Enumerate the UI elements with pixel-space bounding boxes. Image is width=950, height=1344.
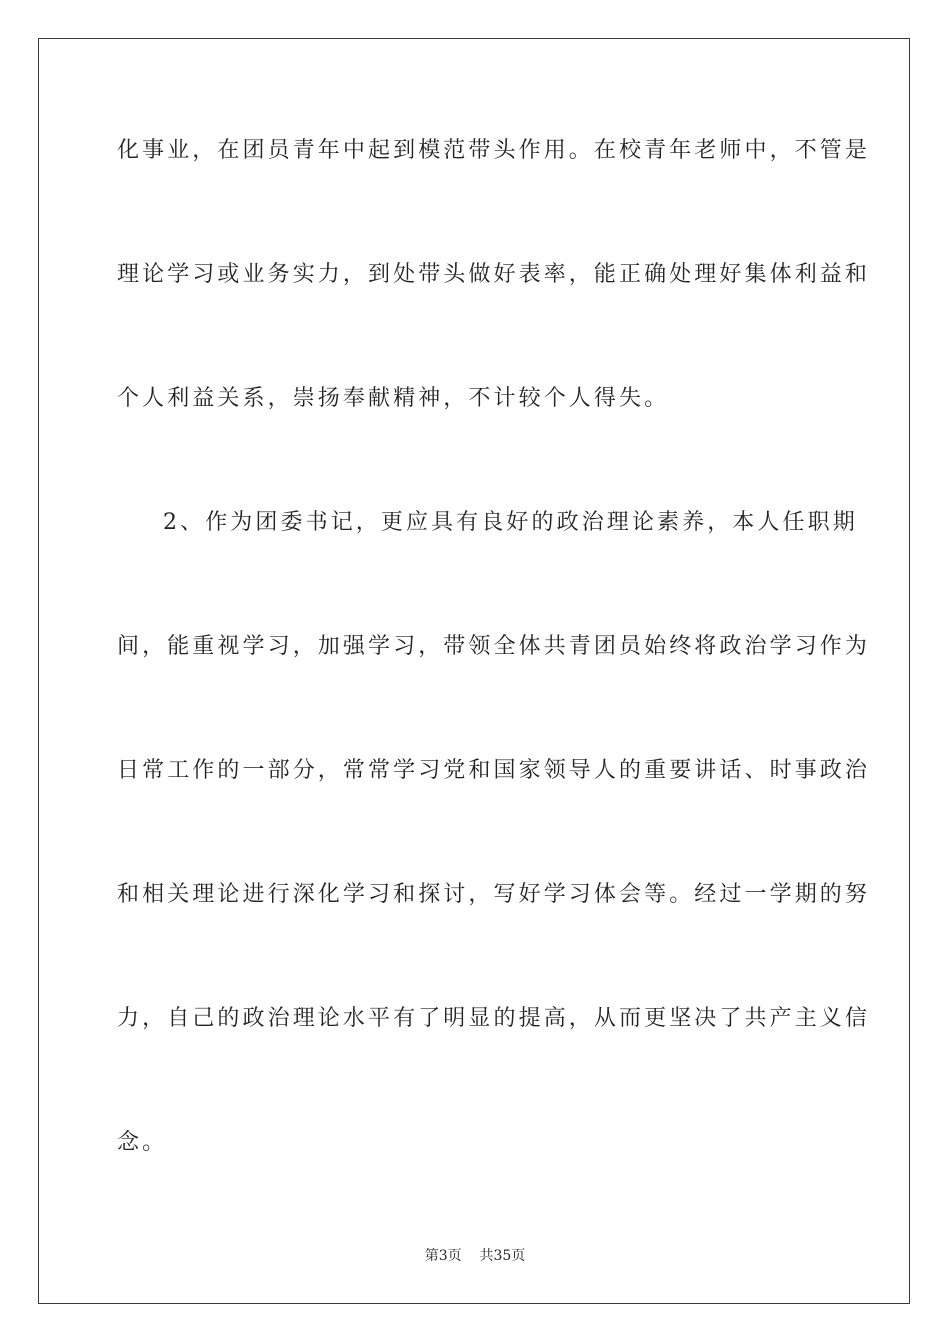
page-total: 共35页 [479,1248,526,1264]
page-footer [0,1247,950,1265]
body-text-line: 间，能重视学习，加强学习，带领全体共青团员始终将政治学习作为 [117,634,871,659]
body-text-line: 和相关理论进行深化学习和探讨，写好学习体会等。经过一学期的努 [117,882,871,907]
body-text-line: 日常工作的一部分，常常学习党和国家领导人的重要讲话、时事政治 [117,758,871,783]
body-text-line: 个人利益关系，崇扬奉献精神，不计较个人得失。 [117,386,670,411]
page-border [38,38,910,1304]
body-text-line: 化事业，在团员青年中起到模范带头作用。在校青年老师中，不管是 [117,138,871,163]
body-text-line: 力，自己的政治理论水平有了明显的提高，从而更坚决了共产主义信 [117,1006,871,1031]
body-text-line: 念。 [117,1130,168,1155]
page-number: 第3页 [424,1248,462,1264]
body-text-line: 理论学习或业务实力，到处带头做好表率，能正确处理好集体利益和 [117,262,871,287]
body-text-line: 2、作为团委书记，更应具有良好的政治理论素养，本人任职期 [163,510,858,535]
